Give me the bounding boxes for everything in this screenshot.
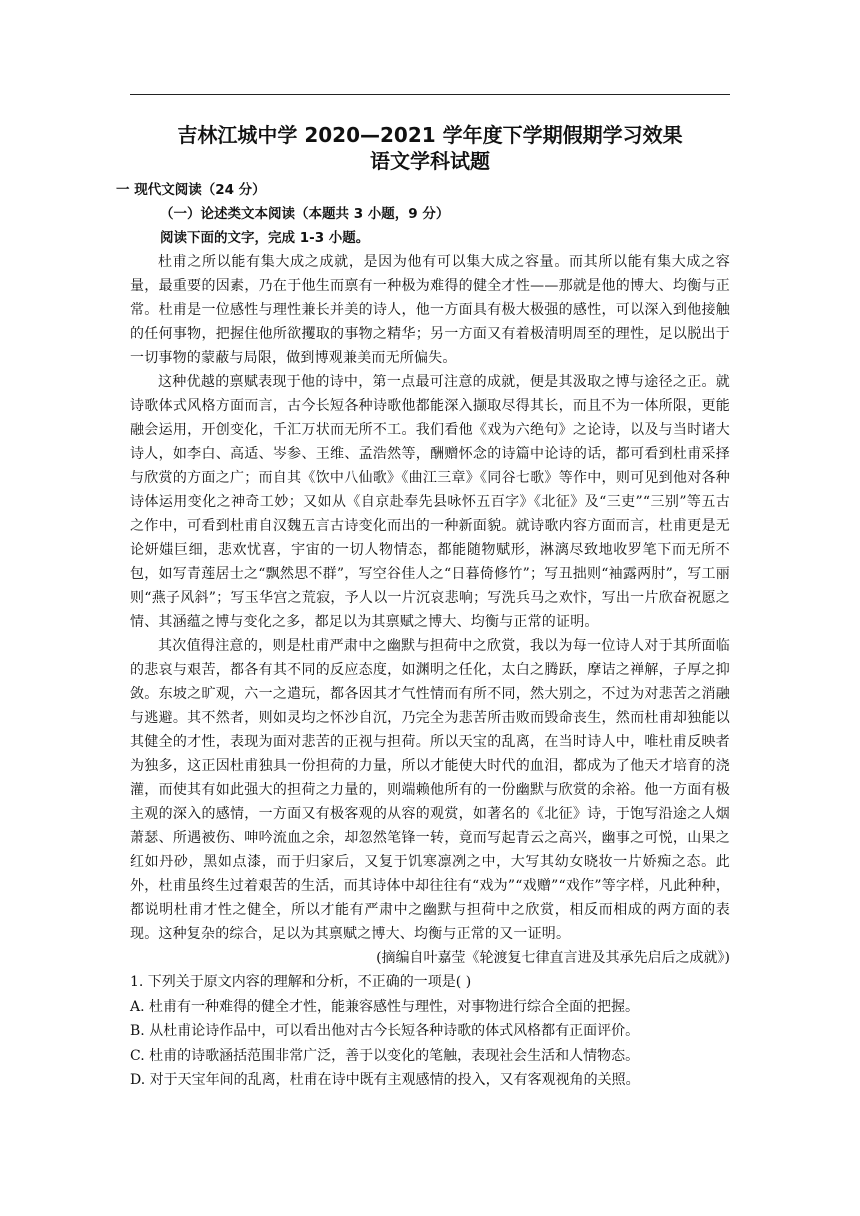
exam-title-line2: 语文学科试题: [370, 149, 490, 173]
exam-page: [116, 122, 730, 1093]
reading-instruction: 阅读下面的文字，完成 1-3 小题。: [160, 230, 370, 246]
exam-title-line1: 吉林江城中学 2020—2021 学年度下学期假期学习效果: [177, 123, 683, 147]
question-stem: 1. 下列关于原文内容的理解和分析，不正确的一项是( ): [130, 974, 472, 990]
article-paragraph: 杜甫之所以能有集大成之成就，是因为他有可以集大成之容量。而其所以能有集大成之容量，最重要的因素，乃在于他生而禀有一种极为难得的健全才性——那就是他的博大、均衡与正常。杜甫是一位感性与理性兼长并美的诗人，他一方面具有极大极强的感性，可以深入到他接触的任何事物，把握住他所欲攫取的事物之精华；另一方面又有着极清明周至的理性，足以脱出于一切事物的蒙蔽与局限，做到博观兼美而无所偏失。: [130, 254, 730, 366]
header-rule: [130, 94, 730, 95]
section-subheading: （一）论述类文本阅读（本题共 3 小题，9 分）: [160, 206, 450, 222]
article-source: (摘编自叶嘉莹《轮渡复七律直言进及其承先启后之成就》): [376, 950, 730, 966]
section-heading: 一 现代文阅读（24 分）: [116, 182, 266, 198]
article-paragraph: 其次值得注意的，则是杜甫严肃中之幽默与担荷中之欣赏，我以为每一位诗人对于其所面临的悲哀与艰苦，都各有其不同的反应态度，如渊明之任化，太白之腾跃，摩诘之禅解，子厚之抑敛。东坡之旷观，六一之遣玩，都各因其才气性情而有所不同，然大别之，不过为对悲苦之消融与逃避。其不然者，则如灵均之怀沙自沉，乃完全为悲苦所击败而毁命丧生，然而杜甫却独能以其健全的才性，表现为面对悲苦的正视与担荷。所以天宝的乱离，在当时诗人中，唯杜甫反映者为独多，这正因杜甫独具一份担荷的力量，所以才能使大时代的血泪，都成为了他天才培育的浇灌，而使其有如此强大的担荷之力量的，则端赖他所有的一份幽默与欣赏的余裕。他一方面有极主观的深入的感情，一方面又有极客观的从容的观赏，如著名的《北征》诗，于饱写沿途之人烟萧瑟、所遇被伤、呻吟流血之余，却忽然笔锋一转，竟而写起青云之高兴，幽事之可悦，山果之红如丹砂，黑如点漆，而于归家后，又复于饥寒凛冽之中，大写其幼女晓妆一片娇痴之态。此外，杜甫虽终生过着艰苦的生活，而其诗体中却往往有“戏为”“戏赠”“戏作”等字样，凡此种种，都说明杜甫才性之健全，所以才能有严肃中之幽默与担荷中之欣赏，相反而相成的两方面的表现。这种复杂的综合，足以为其禀赋之博大、均衡与正常的又一证明。: [130, 638, 730, 942]
option-c: C. 杜甫的诗歌涵括范围非常广泛，善于以变化的笔触，表现社会生活和人情物态。: [130, 1047, 640, 1064]
option-d: D. 对于天宝年间的乱离，杜甫在诗中既有主观感情的投入，又有客观视角的关照。: [130, 1072, 640, 1088]
article-paragraph: 这种优越的禀赋表现于他的诗中，第一点最可注意的成就，便是其汲取之博与途径之正。就诗歌体式风格方面而言，古今长短各种诗歌他都能深入撷取尽得其长，而且不为一体所限，更能融会运用，开创变化，千汇万状而无所不工。我们看他《戏为六绝句》之论诗，以及与当时诸大诗人，如李白、高适、岑参、王维、孟浩然等，酬赠怀念的诗篇中论诗的话，都可看到杜甫采择与欣赏的方面之广；而自其《饮中八仙歌》《曲江三章》《同谷七歌》等作中，则可见到他对各种诗体运用变化之神奇工妙；又如从《自京赴奉先县咏怀五百字》《北征》及“三吏”“三别”等五古之作中，可看到杜甫自汉魏五言古诗变化而出的一种新面貌。就诗歌内容方面而言，杜甫更是无论妍媸巨细，悲欢忧喜，宇宙的一切人物情态，都能随物赋形，淋漓尽致地收罗笔下而无所不包，如写青莲居士之“飘然思不群”，写空谷佳人之“日暮倚修竹”；写丑拙则“袖露两肘”，写工丽则“燕子风斜”；写玉华宫之荒寂，予人以一片沉哀悲响；写洗兵马之欢忭，写出一片欣奋祝愿之情、其涵蕴之博与变化之多，都足以为其禀赋之博大、均衡与正常的证明。: [130, 374, 730, 630]
option-b: B. 从杜甫论诗作品中，可以看出他对古今长短各种诗歌的体式风格都有正面评价。: [130, 1023, 640, 1039]
option-a: A. 杜甫有一种难得的健全才性，能兼容感性与理性，对事物进行综合全面的把握。: [130, 998, 640, 1015]
